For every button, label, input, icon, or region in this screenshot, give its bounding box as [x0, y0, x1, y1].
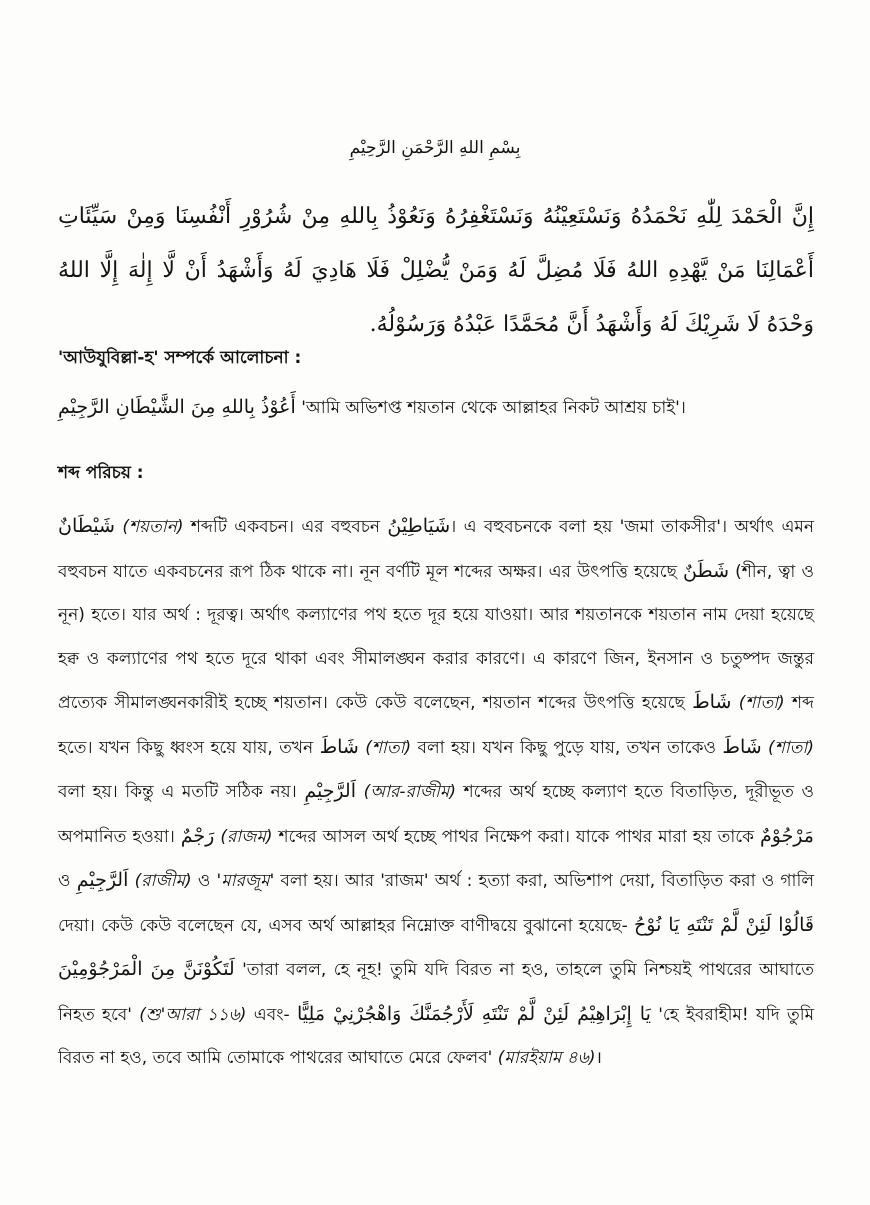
arabic-word: رَجْمٌ — [180, 824, 215, 847]
verse-reference: (শু'আরা ১১৬) — [139, 1004, 247, 1025]
auzubillah-line — [58, 395, 818, 423]
text-run: শব্দ হতে। যখন কিছু ধ্বংস হয়ে যায়, তখন — [58, 693, 814, 758]
italic-term: (আর-রাজীম) — [356, 782, 456, 802]
section-heading-word-intro: শব্দ পরিচয় : — [58, 463, 144, 483]
auzubillah-translation: 'আমি অভিশপ্ত শয়তান থেকে আল্লাহর নিকট আশ্রয় চাই'। — [295, 398, 686, 418]
section-heading-auzubillah: 'আউযুবিল্লা-হ' সম্পর্কে আলোচনা : — [58, 348, 302, 368]
khutbah-arabic-text: إِنَّ الْحَمْدَ لِلّٰهِ نَحْمَدُهُ وَنَسْتَعِيْنُهُ وَنَسْتَغْفِرُهُ وَنَعُوْذُ بِاللهِ مِنْ شُرُوْرِ أَنْفُسِنَا وَمِنْ سَيِّئَاتِ أَعْمَالِنَا مَنْ يَّهْدِهِ اللهُ فَلَا مُضِلَّ لَهُ وَمَنْ يُّضْلِلْ فَلَا هَادِيَ لَهُ وَأَشْهَدُ أَنْ لَّا إِلٰهَ إِلَّا اللهُ وَحْدَهُ لَا شَرِيْكَ لَهُ وَأَشْهَدُ أَنَّ مُحَمَّدًا عَبْدُهُ وَرَسُوْلُهُ. — [58, 204, 814, 337]
arabic-word: شَطَنٌ — [683, 559, 729, 582]
text-run: বলা হয়। কিন্তু এ মতটি সঠিক নয়। — [58, 782, 305, 802]
body-paragraph — [58, 505, 814, 1081]
italic-term: (শাতা) — [358, 737, 412, 758]
arabic-word: شَيَاطِيْنُ — [387, 515, 451, 537]
text-run: বলা হয়। যখন কিছু পুড়ে যায়, তখন তাকেও — [411, 737, 723, 758]
text-run: ও — [58, 871, 77, 891]
auzubillah-arabic: أَعُوْذُ بِاللهِ مِنَ الشَّيْطَانِ الرَّجِيْمِ — [58, 396, 296, 418]
arabic-word: اَلرَّجِيْمِ — [304, 780, 356, 802]
arabic-word: اَلرَّجِيْمِ — [76, 869, 129, 891]
text-run: 'তারা বলল, হে নূহ! তুমি যদি বিরত না হও, তাহলে তুমি নিশ্চয়ই পাথরের আঘাতে নিহত হবে' — [58, 960, 814, 1025]
arabic-word: شَاطَ — [319, 735, 359, 758]
text-run: (শীন, ত্বা ও নূন) হতে। যার অর্থ : দূরত্ব। অর্থাৎ কল্যাণের পথ হতে দূর হয়ে যাওয়া। আর শয়তানকে শয়তান নাম দেয়া হয়েছে হক্ব ও কল্যাণের পথ হতে দূরে থাকা এবং সীমালঙ্ঘন করার কারণে। এ কারণে জিন, ইনসান ও চতুষ্পদ জন্তুর প্রত্যেক সীমালঙ্ঘনকারীই হচ্ছে শয়তান। কেউ কেউ বলেছেন, শয়তান শব্দের উৎপত্তি হয়েছে — [58, 561, 814, 713]
text-run: 'হে ইবরাহীম! যদি তুমি বিরত না হও, তবে আমি তোমাকে পাথরের আঘাতে মেরে ফেলব' — [58, 1004, 815, 1068]
arabic-word: شَيْطَانٌ — [58, 515, 115, 537]
quran-verse-arabic: يَا إِبْرَاهِيْمُ لَئِنْ لَّمْ تَنْتَهِ لَأَرْجُمَنَّكَ وَاهْجُرْنِيْ مَلِيًّا — [297, 1002, 651, 1025]
text-run: শব্দের অর্থ হচ্ছে কল্যাণ হতে বিতাড়িত, দূরীভূত ও অপমানিত হওয়া। — [58, 782, 815, 847]
italic-term: (রাজীম) — [128, 871, 192, 891]
text-run: । — [595, 1048, 602, 1068]
italic-term: (শয়তান) — [114, 517, 184, 537]
text-run: বলা হয়। আর 'রাজম' অর্থ : হত্যা করা, অভিশাপ দেয়া, বিতাড়িত করা ও গালি দেয়া। কেউ কেউ বলেছেন যে, এসব অর্থ আল্লাহর নিম্নোক্ত বাণীদ্বয়ে বুঝানো হয়েছে- — [58, 871, 814, 936]
italic-term: 'মারজূম' — [216, 871, 275, 891]
italic-term: (শাতা) — [731, 693, 785, 713]
bismillah-heading: بِسْمِ اللهِ الرَّحْمَنِ الرَّحِيْمِ — [349, 138, 521, 158]
arabic-word: شَاطَ — [692, 691, 732, 713]
text-run: এবং- — [246, 1004, 297, 1025]
arabic-word: شَاطَ — [722, 735, 762, 758]
italic-term: (শাতা) — [761, 737, 814, 758]
italic-term: (রাজম) — [214, 826, 273, 847]
arabic-word: مَرْجُوْمٌ — [759, 824, 814, 847]
verse-reference: (মারইয়াম ৪৬) — [497, 1048, 596, 1068]
paragraph — [58, 505, 814, 1081]
text-run: শব্দটি একবচন। এর বহুবচন — [183, 517, 388, 537]
text-run: ও — [191, 871, 217, 891]
text-run: শব্দের আসল অর্থ হচ্ছে পাথর নিক্ষেপ করা। যাকে পাথর মারা হয় তাকে — [272, 826, 760, 847]
quran-verse-arabic: قَالُوْا لَئِنْ لَّمْ تَنْتَهِ يَا نُوْحُ لَتَكُوْنَنَّ مِنَ الْمَرْجُوْمِيْنَ — [58, 913, 814, 980]
text-run: । এ বহুবচনকে বলা হয় 'জমা তাকসীর'। অর্থাৎ এমন বহুবচন যাতে একবচনের রূপ ঠিক থাকে না। নূন বর্ণটি মূল শব্দের অক্ষর। এর উৎপত্তি হয়েছে — [58, 517, 814, 582]
